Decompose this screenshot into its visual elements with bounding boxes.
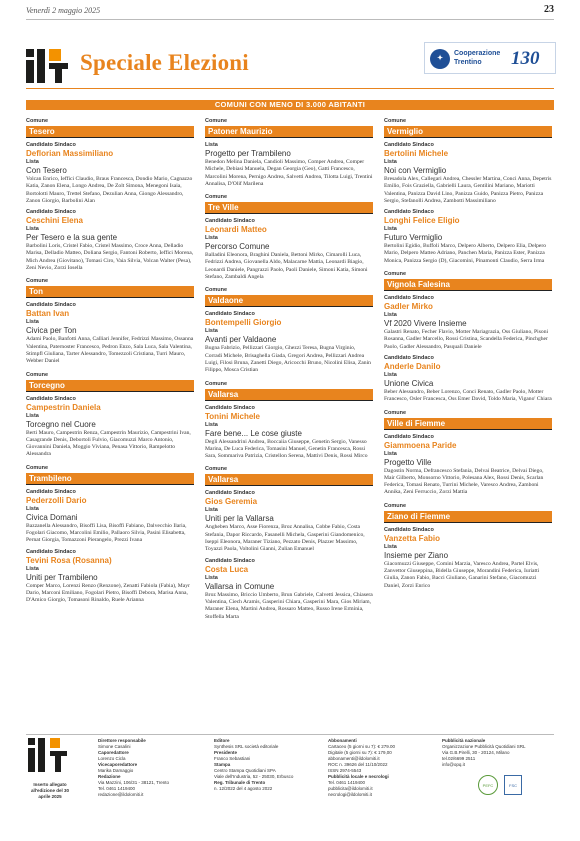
credit-value: Via G.B.Pirelli, 30 - 20124, Milano — [442, 750, 510, 755]
municipality-entry — [205, 466, 373, 620]
lista-label: Lista — [26, 412, 39, 419]
candidate-block — [384, 434, 552, 497]
list-name: Con Tesero — [26, 166, 67, 175]
municipality-entry — [26, 118, 194, 272]
list-members: Angheben Marco, Asse Fiorenza, Broz Annalisa, Cobbe Fabio, Costa Stefania, Dapor Riccardo, Fasanelli Michela, Gasperini Giandomenico, Iseppi Eleonora, Maraner Tiziano, Pezzato Denis, Plazzer Massimo, Toyazzi Paola, Voltolini Gianni, Zulian Emanuel — [205, 524, 365, 553]
candidate-block — [205, 405, 373, 461]
credit-value: Tel. 0461 1419400 — [328, 780, 366, 785]
municipality-name: Ton — [26, 286, 194, 298]
candidato-label: Candidato Sindaco — [26, 395, 76, 402]
comune-label: Comune — [26, 371, 48, 378]
list-members: Beber Alessandro, Beber Lorenzo, Conci Renato, Gadler Paolo, Motter Francesco, Osler Francesca, Oss Emer David, Toldo Maria, Vigano' Chiara — [384, 388, 552, 403]
candidato-label: Candidato Sindaco — [205, 311, 255, 318]
newspaper-logo — [26, 49, 68, 83]
candidato-label: Candidato Sindaco — [205, 490, 255, 497]
credit-value: Viale dell'Industria, 52 - 25030, Erbusco — [214, 774, 294, 779]
lista-label: Lista — [384, 312, 397, 319]
category-band: COMUNI CON MENO DI 3.000 ABITANTI — [26, 100, 554, 110]
lista-label: Lista — [384, 371, 397, 378]
municipality-entry — [26, 372, 194, 459]
candidato-label: Candidato Sindaco — [384, 526, 434, 533]
list-name: Uniti per la Vallarsa — [205, 514, 274, 524]
list-members: Bugna Fabrizio, Pellizzari Giorgio, Ghezzi Teresa, Bugna Virginio, Corradi Michele, Brisaghella Giada, Gregori Andrea, Pellizzari Andrea Luigi, Filosi Bruna, Zanetti Diego, Aricocchi Bruno, Nicolini Elisa, Zanin Filippo, Mosca Cristian — [205, 345, 371, 374]
candidate-block — [26, 489, 194, 545]
footer-rule — [26, 734, 554, 735]
candidate-name: Anderle Danilo — [384, 361, 441, 371]
candidate-block — [384, 355, 552, 404]
sponsor-anniversary: 130 — [511, 48, 540, 69]
municipality-name: Ziano di Fiemme — [384, 511, 552, 523]
column-1 — [26, 118, 194, 611]
lista-label: Lista — [384, 159, 397, 165]
credit-heading: Editore — [214, 738, 230, 743]
list-name: Civica per Ton — [26, 326, 77, 336]
credit-heading: Pubblicità nazionale — [442, 738, 486, 743]
list-members: Berti Mauro, Campestrin Renza, Campestrin Maurizio, Campestrini Ivan, Casagrande Denis, Debortoli Fulvio, Giacomuzzi Marco Antonio, Giovannini Daniela, Moggio Viviana, Penasa Vittorio, Rampelotto Alessandra — [26, 429, 191, 458]
candidate-name: Campestrin Daniela — [26, 402, 101, 412]
credit-value: tel.02/6699 2511 — [442, 756, 476, 761]
list-name: Per Tesero e la sua gente — [26, 233, 118, 243]
list-members: Bresadola Alex, Callegari Andrea, Chessler Martina, Conci Anna, Depetris Emilio, Fois Graziella, Gabrielli Laura, Gentilini Mariano, Mariotti Valentina, Panizza David Lino, Panizza Guido, Panizza Pietro, Panizza Sergio, Stefanolli Andrea, Zambotti Massimiliano — [384, 176, 552, 204]
top-rule — [26, 19, 554, 20]
credit-value: ISSN 2974-5543 — [328, 768, 362, 773]
municipality-name: Ville di Fiemme — [384, 418, 552, 430]
list-members: Balladini Eleonora, Braghini Daniela, Bettoni Mirko, Cimarolli Luca, Fedrizzi Andrea, Giovanella Aldo, Malacarne Mattia, Leonardi Biagio, Leonardi Daniele, Pangrazzi Paolo, Paoli Daniele, Simoni Katia, Simoni Stefano, Zambaldi Angela — [205, 252, 368, 281]
candidato-label: Candidato Sindaco — [205, 218, 255, 225]
candidate-block — [384, 142, 552, 205]
credit-heading: Stampa — [214, 762, 231, 767]
credit-value: Lorenzo Cicla — [98, 756, 126, 761]
list-members: Benedon Melina Daniela, Candioli Massimo, Comper Andrea, Comper Michele, Debiasi Manuela, Degan Georgia (Geo), Gatti Francesco, Marcolini Morena, Pernigo Andrea, Salvetti Andrea, Tilotta Luigi, Trentini Annalisa, D'Olif Marilena — [205, 159, 373, 187]
lista-label: Lista — [26, 505, 39, 512]
lista-label: Lista — [205, 507, 218, 514]
candidate-name: Giammoena Paride — [384, 440, 457, 450]
sponsor-logo — [424, 42, 556, 74]
municipality-entry — [384, 118, 552, 265]
top-line — [26, 6, 554, 18]
title-rule — [26, 88, 554, 89]
municipality-name: Tre Ville — [205, 202, 373, 214]
list-name: Vallarsa in Comune — [205, 581, 275, 591]
issue-date: Venerdì 2 maggio 2025 — [26, 6, 101, 15]
municipality-name: Vallarsa — [205, 389, 373, 401]
candidate-name: Bontempelli Giorgio — [205, 318, 282, 328]
list-name: Fare bene... Le cose giuste — [205, 428, 302, 438]
candidato-label: Candidato Sindaco — [26, 488, 76, 495]
list-members: Barbolini Loris, Cristel Fabio, Cristel Massimo, Croce Anna, Delladio Marisa, Delladio Matteo, Doliana Sergio, Fantoni Roberto, Ieffici Morena, Mich Andrea (Giovitano), Tomasi Ciro, Vaia Silvia, Volcan Walter (Pesa), Zeni Nevio, Zorzi Iosella — [26, 243, 194, 272]
candidate-block — [205, 218, 373, 281]
candidate-name: Leonardi Matteo — [205, 225, 267, 235]
candidate-name: Bertolini Michele — [384, 149, 449, 158]
candidate-name: Pederzolli Dario — [26, 495, 87, 505]
comune-label: Comune — [205, 466, 227, 473]
comune-label: Comune — [205, 287, 227, 294]
lista-label: Lista — [205, 235, 218, 242]
municipality-name: Vallarsa — [205, 474, 373, 486]
candidate-block — [384, 295, 552, 351]
comune-label: Comune — [384, 409, 406, 416]
list-members: Comper Marco, Lorenzi Renzo (Renzone), Zenatti Fabiola (Fabia), Mayr Dario, Marconi Emiliano, Fogolari Pietro, Bisoffi Debora, Marisa Anna, D'Amico Giorgio, Tomasoni Rinaldo, Ruele Arianna — [26, 582, 190, 604]
footer-logo — [28, 738, 68, 778]
credit-value: pubblicita@ildolomiti.it — [328, 786, 373, 791]
credit-heading: Abbonamenti — [328, 738, 357, 743]
municipality-name: Tesero — [26, 126, 194, 138]
list-members: Adami Paolo, Banfotti Anna, Calliari Jennifer, Fedrizzi Massimo, Ossanna Valentina, Paternoster Francesco, Pedron Enzo, Sala Luca, Sala Valentina, Stimpfl Giuliana, Tarter Alessandro, Tomezzoli Cristiana, Turri Mauro, Webber Daniel — [26, 336, 194, 365]
list-members: Dagostin Norma, Defrancesco Stefania, Delvai Beatrice, Delvai Diego, Mair Gilberto, Monsorno Vittorio, Polesana Alex, Rossi Denis, Scarlan Federica, Tomasi Renato, Turrini Michele, Varesco Andrea, Zamboni Annika, Zeni Ferruccio, Zorzi Mattia — [384, 467, 544, 496]
candidate-name: Longhi Felice Eligio — [384, 216, 460, 226]
comune-label: Comune — [205, 194, 227, 201]
lista-label: Lista — [205, 328, 218, 335]
sponsor-name: Cooperazione Trentino — [454, 50, 501, 66]
comune-label: Comune — [26, 118, 48, 124]
credit-heading: Reg. Tribunale di Trento — [214, 780, 266, 785]
credit-value: Via Mazzini, 106/31 - 38121, Trento — [98, 780, 169, 785]
list-name: Noi con Vermiglio — [384, 166, 447, 175]
cooperazione-icon: ✦ — [430, 49, 450, 69]
municipality-name: Vermiglio — [384, 126, 552, 138]
candidate-block — [26, 396, 194, 459]
candidato-label: Candidato Sindaco — [384, 433, 434, 440]
credit-value: necrologi@ildolomiti.it — [328, 792, 372, 797]
list-name: Civica Domani — [26, 512, 78, 522]
candidate-name: Deflorian Massimiliano — [26, 149, 114, 158]
candidate-name: Battan Ivan — [26, 309, 70, 319]
credit-value: Simone Casalini — [98, 744, 131, 749]
column-2 — [205, 118, 373, 627]
candidato-label: Candidato Sindaco — [26, 209, 76, 216]
comune-label: Comune — [384, 271, 406, 278]
list-name: Unione Civica — [384, 378, 434, 388]
municipality-name: Patoner Maurizio — [205, 126, 373, 138]
lista-label: Lista — [26, 226, 39, 233]
footer-credits-2 — [214, 738, 314, 792]
lista-label: Lista — [384, 543, 397, 550]
candidate-block — [205, 558, 373, 621]
candidate-block — [26, 302, 194, 365]
list-name: Torcegno nel Cuore — [26, 419, 96, 429]
candidate-block — [26, 549, 194, 605]
credit-heading: Vicecaporedattore — [98, 762, 138, 767]
candidate-block — [205, 311, 373, 374]
comune-label: Comune — [384, 502, 406, 509]
list-name: Percorso Comune — [205, 242, 270, 252]
candidato-label: Candidato Sindaco — [205, 404, 255, 411]
footer-credits-1 — [98, 738, 198, 798]
credit-value: Marika Damaggio — [98, 768, 134, 773]
candidate-block — [205, 142, 373, 188]
credit-value: info@opq.it — [442, 762, 465, 767]
credit-heading: Redazione — [98, 774, 121, 779]
section-title: Speciale Elezioni — [80, 50, 249, 75]
lista-label: Lista — [384, 450, 397, 457]
comune-label: Comune — [384, 118, 406, 124]
list-members: Galastri Renato, Fecher Flavio, Motter Mariagrazia, Oss Giuliano, Pisoni Rosanna, Gadler Marcello, Rossi Cristina, Scandella Federica, Pinchgher Paolo, Gadler Alessandro, Pasquali Daniele — [384, 329, 549, 350]
candidate-name: Gadler Mirko — [384, 302, 433, 312]
credit-value: Synthesis SRL società editoriale — [214, 744, 279, 749]
credit-value: Franco Sebastiani — [214, 756, 251, 761]
candidate-block — [205, 490, 373, 553]
municipality-entry — [26, 465, 194, 605]
candidate-block — [384, 209, 552, 265]
credit-heading: Caporedattore — [98, 750, 129, 755]
credit-heading: Presidente — [214, 750, 238, 755]
lista-label: Lista — [205, 142, 218, 148]
credit-value: redazione@ildolomiti.it — [98, 792, 144, 797]
list-members: Volcan Enrico, Ieffici Claudio, Braus Francesca, Dondio Mario, Cagnazzo Katia, Zanon Elena, Longo Andrea, De Zolt Simona, Menegoni Isaia, Bortolotti Mauro, Trettel Stefano, Dezulian Anna, Giongo Alessandro, Zanon Giorgio, Barbolini Alan — [26, 176, 193, 204]
list-name: Vf 2020 Vivere Insieme — [384, 319, 467, 329]
credit-value: Cartaceo (5 giorni su 7): € 279.00 — [328, 744, 396, 749]
column-3 — [384, 118, 552, 596]
candidate-name: Ceschini Elena — [26, 216, 83, 226]
municipality-entry — [26, 278, 194, 365]
comune-label: Comune — [205, 118, 227, 124]
list-name: Insieme per Ziano — [384, 550, 449, 560]
candidato-label: Candidato Sindaco — [205, 557, 255, 564]
lista-label: Lista — [26, 319, 39, 326]
candidate-name: Costa Luca — [205, 564, 249, 574]
footer-credits-3 — [328, 738, 428, 798]
municipality-name: Valdaone — [205, 295, 373, 307]
municipality-name: Trambileno — [26, 473, 194, 485]
candidate-name: Gios Geremia — [205, 497, 258, 507]
lista-label: Lista — [205, 574, 218, 581]
candidate-block — [384, 527, 552, 590]
candidate-block — [26, 209, 194, 272]
municipality-entry — [205, 118, 373, 188]
lista-label: Lista — [26, 565, 39, 572]
comune-label: Comune — [26, 464, 48, 471]
municipality-entry — [384, 271, 552, 403]
credit-value: Organizzazione Pubblicità Quotidiani SRL — [442, 744, 526, 749]
list-members: Bazzanella Alessandro, Bisoffi Lisa, Bisoffi Fabiano, Dalvecchio Ilaria, Fogolari Giacomo, Marcolini Emilio, Pallaoro Silvia, Pasini Elisabetta, Pernat Giorgia, Tomazzoni Pierangelo, Prezzi Ivana — [26, 522, 187, 544]
candidato-label: Candidato Sindaco — [26, 302, 76, 309]
credit-value: ROC n. 39626 del 11/10/2022 — [328, 762, 388, 767]
credit-value: Centro Stampa Quotidiani SPA — [214, 768, 276, 773]
list-members: Bertolini Egidio, Buffoli Marco, Delpero Alberto, Delpero Elia, Delpero Mario, Delpero Matteo Adriano, Panchen Maria, Panizza Ester, Panizza Monica, Panizza Sergio (D), Giacomini, Pinamonti Claudio, Serra Irma — [384, 243, 547, 264]
footer-credits-4 — [442, 738, 554, 768]
candidate-name: Vanzetta Fabio — [384, 533, 441, 543]
credit-value: abbonamenti@ildolomiti.it — [328, 756, 380, 761]
list-members: Degli Alessandrini Andrea, Boccaiia Giuseppe, Genetin Sergio, Vanesso Marina, De Luca Federica, Tomasini Manuel, Genetin Francesca, Rossi Sara, Sommariva Patrizia, Cristellon Serena, Mattivi Denis, Rossi Mirco — [205, 438, 368, 460]
candidato-label: Candidato Sindaco — [384, 209, 434, 216]
fsc-certification-icon: FSC — [504, 775, 522, 795]
lista-label: Lista — [384, 226, 397, 233]
credit-value: Digitale (5 giorni su 7): € 179,00 — [328, 750, 392, 755]
list-name: Avanti per Valdaone — [205, 335, 277, 345]
lista-label: Lista — [26, 159, 39, 165]
candidato-label: Candidato Sindaco — [384, 354, 434, 361]
candidato-label: Candidato Sindaco — [26, 548, 76, 555]
credit-heading: Direttore responsabile — [98, 738, 146, 743]
municipality-entry — [384, 503, 552, 590]
list-members: Giacomuzzi Giuseppe, Comini Marzia, Varesco Andrea, Partel Elvis, Zanvettor Giuseppina, Bidella Giuseppe, Morandini Federica, Iuriatti Giulia, Zanon Fabio, Bacci Giuliano, Ganarini Stefano, Giacomuzzi Daniel, Zorzi Enrico — [384, 560, 540, 589]
list-members: Broz Massimo, Briccio Umberto, Brun Gabriele, Calvetti Jessica, Chiasera Valentina, Ciech Aramis, Gasperini Chiara, Gasperini Mara, Gios Miriam, Maraner Elena, Martini Andrea, Rossaro Matteo, Russo Irene Erminia, Stoffella Marta — [205, 591, 373, 620]
list-name: Progetto per Trambileno — [205, 149, 291, 158]
credit-heading: Pubblicità locale e necrologi — [328, 774, 389, 779]
candidate-name: Tevini Rosa (Rosanna) — [26, 555, 112, 565]
credit-value: Tel. 0461 1419400 — [98, 786, 136, 791]
candidato-label: Candidato Sindaco — [384, 295, 434, 302]
municipality-entry — [384, 410, 552, 497]
candidato-label: Candidato Sindaco — [26, 142, 76, 148]
comune-label: Comune — [205, 380, 227, 387]
municipality-entry — [205, 194, 373, 281]
pefc-certification-icon: PEFC — [478, 775, 498, 795]
list-name: Futuro Vermiglio — [384, 233, 443, 243]
credit-value: n. 12/2022 del 4 agosto 2022 — [214, 786, 273, 791]
candidate-block — [26, 142, 194, 205]
candidate-name: Tonini Michele — [205, 411, 260, 421]
municipality-entry — [205, 381, 373, 461]
municipality-entry — [205, 287, 373, 374]
list-name: Uniti per Trambileno — [26, 572, 98, 582]
list-name: Progetto Ville — [384, 457, 432, 467]
insert-note: Inserto allegato all'edizione del 30 aprile 2025 — [30, 782, 70, 799]
comune-label: Comune — [26, 278, 48, 285]
municipality-name: Torcegno — [26, 380, 194, 392]
lista-label: Lista — [205, 421, 218, 428]
municipality-name: Vignola Falesina — [384, 279, 552, 291]
candidato-label: Candidato Sindaco — [384, 142, 434, 148]
page-number: 23 — [544, 4, 554, 15]
